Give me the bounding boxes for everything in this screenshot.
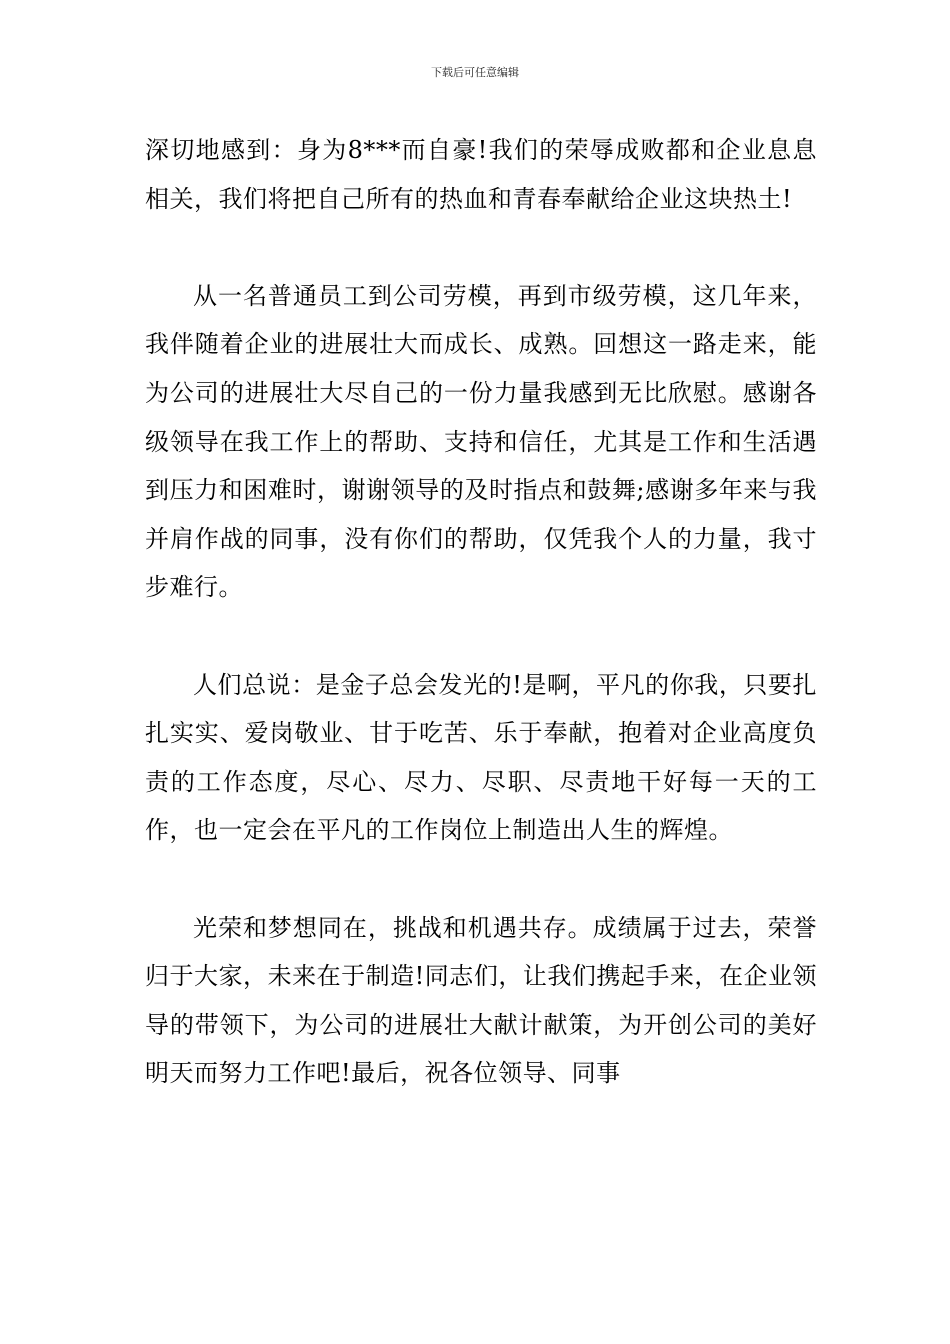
paragraph-gap <box>145 612 817 661</box>
paragraph-3: 人们总说：是金子总会发光的!是啊，平凡的你我，只要扎扎实实、爱岗敬业、甘于吃苦、乐于奉献，抱着对企业高度负责的工作态度，尽心、尽力、尽职、尽责地干好每一天的工作，也一定会在平凡的工作岗位上制造出人生的辉煌。 <box>145 670 817 845</box>
page-header-note: 下载后可任意编辑 <box>431 66 519 79</box>
paragraph-2: 从一名普通员工到公司劳模，再到市级劳模，这几年来，我伴随着企业的进展壮大而成长、成熟。回想这一路走来，能为公司的进展壮大尽自己的一份力量我感到无比欣慰。感谢各级领导在我工作上的帮助、支持和信任，尤其是工作和生活遇到压力和困难时，谢谢领导的及时指点和鼓舞;感谢多年来与我并肩作战的同事，没有你们的帮助，仅凭我个人的力量，我寸步难行。 <box>145 281 817 602</box>
document-body <box>145 126 817 1098</box>
paragraph-1: 深切地感到：身为8***而自豪!我们的荣辱成败都和企业息息相关，我们将把自己所有的热血和青春奉献给企业这块热土! <box>145 136 817 213</box>
paragraph-4: 光荣和梦想同在，挑战和机遇共存。成绩属于过去，荣誉归于大家，未来在于制造!同志们，让我们携起手来，在企业领导的带领下，为公司的进展壮大献计献策，为开创公司的美好明天而努力工作吧!最后，祝各位领导、同事 <box>145 913 817 1088</box>
paragraph-gap <box>145 223 817 272</box>
paragraph-gap <box>145 855 817 904</box>
